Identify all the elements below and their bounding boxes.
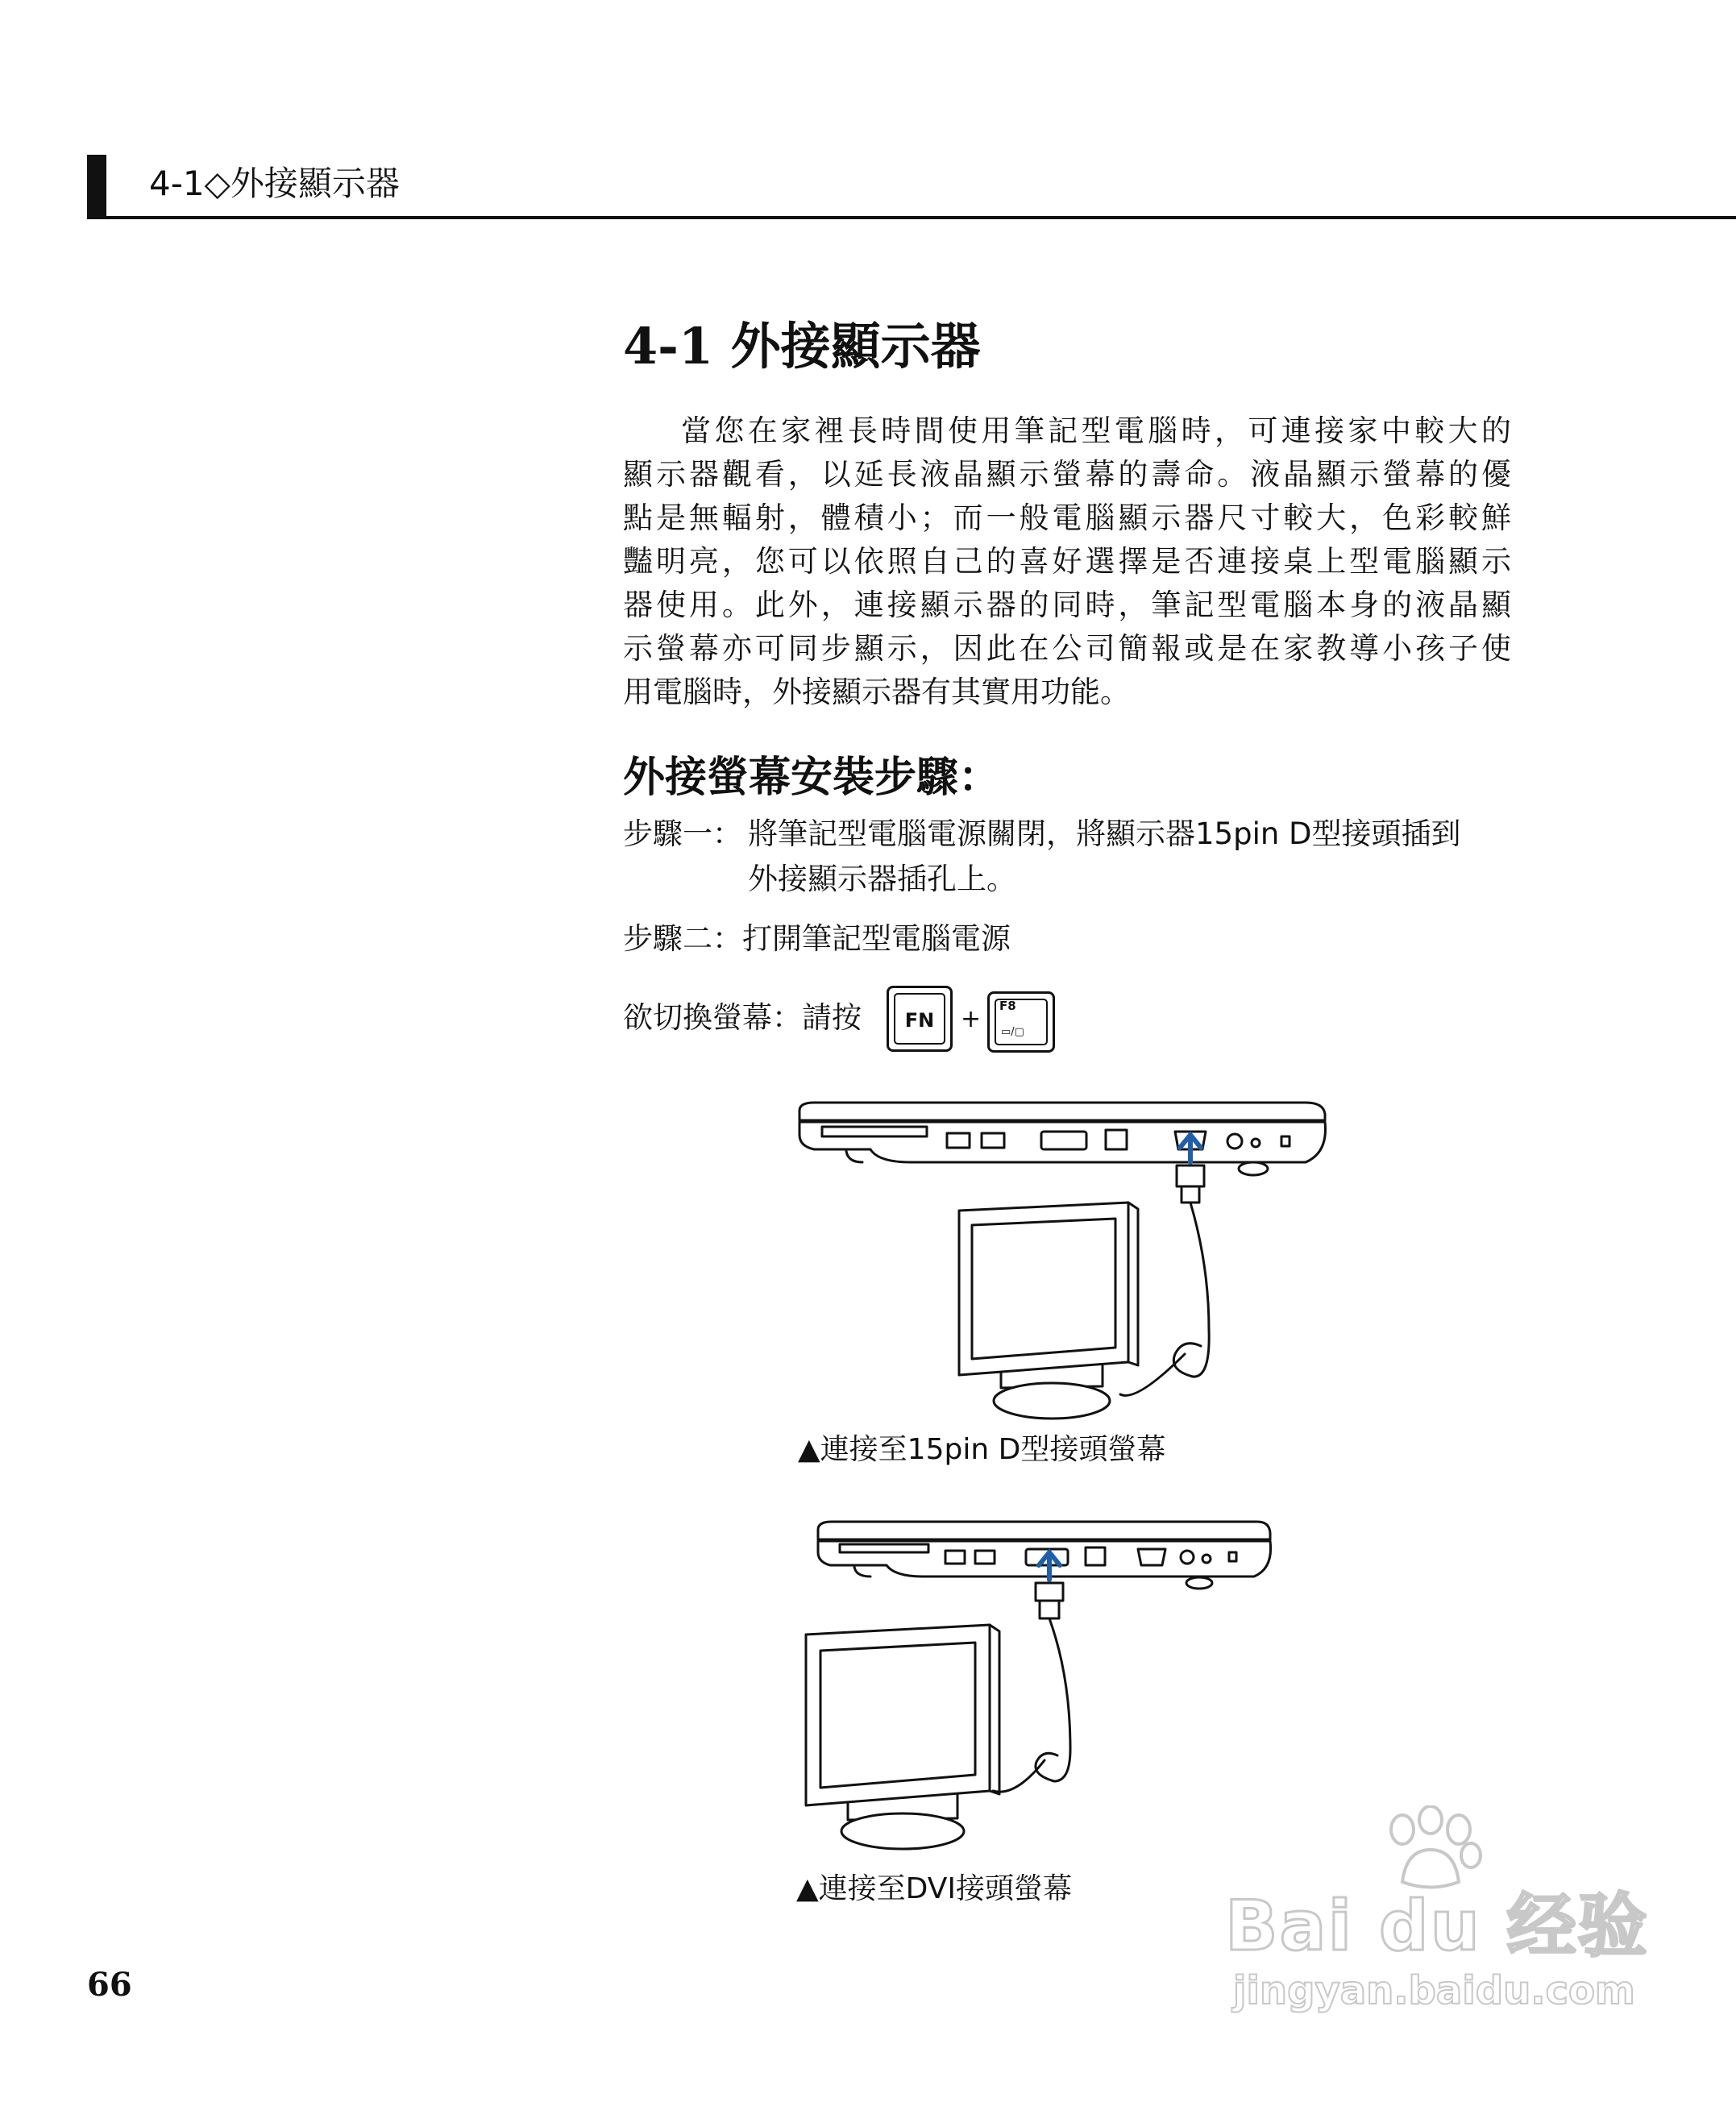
- figure2-caption: ▲連接至DVI接頭螢幕: [796, 1872, 1073, 1905]
- header-marker-bar: [87, 155, 106, 219]
- plus-sign: +: [961, 1005, 982, 1033]
- paragraph-line: 點是無輻射，體積小；而一般電腦顯示器尺寸較大，色彩較鮮: [623, 501, 1511, 535]
- f8-key-icon: [987, 991, 1055, 1053]
- vga-connection-illustration: [790, 1088, 1338, 1427]
- paragraph-line: 豔明亮，您可以依照自己的喜好選擇是否連接桌上型電腦顯示: [623, 544, 1511, 579]
- page-number: 66: [87, 1966, 132, 2004]
- paragraph-line: 用電腦時，外接顯示器有其實用功能。: [623, 675, 1130, 709]
- steps-heading: 外接螢幕安裝步驟：: [623, 753, 1001, 802]
- fn-key-icon: [887, 986, 953, 1052]
- f8-key-label: F8: [999, 999, 1016, 1013]
- running-header: 4-1◇外接顯示器: [149, 164, 400, 203]
- switch-instruction: 欲切換螢幕：請按: [623, 1000, 862, 1035]
- step1-label: 步驟一：: [623, 816, 742, 851]
- step1-text-line1: 將筆記型電腦電源關閉，將顯示器15pin D型接頭插到: [748, 816, 1461, 851]
- step2-text: 步驟二：打開筆記型電腦電源: [623, 921, 1011, 956]
- paragraph-line: 示螢幕亦可同步顯示，因此在公司簡報或是在家教導小孩子使: [623, 631, 1511, 666]
- fn-key-label: FN: [904, 1009, 935, 1032]
- paragraph-line: 當您在家裡長時間使用筆記型電腦時，可連接家中較大的: [681, 413, 1511, 448]
- figure1-caption: ▲連接至15pin D型接頭螢幕: [798, 1433, 1166, 1466]
- section-title: 4-1 外接顯示器: [623, 317, 981, 376]
- f8-key-sublabel: ▭/▢: [1001, 1026, 1024, 1038]
- paw-logo-icon: [1370, 1805, 1491, 1894]
- dvi-connection-illustration: [774, 1515, 1273, 1854]
- watermark-url: jingyan.baidu.com: [1233, 1968, 1635, 2013]
- watermark-brand: Bai du 经验: [1225, 1886, 1649, 1967]
- header-rule: [87, 216, 1736, 219]
- paragraph-line: 顯示器觀看，以延長液晶顯示螢幕的壽命。液晶顯示螢幕的優: [623, 457, 1511, 492]
- step1-text-line2: 外接顯示器插孔上。: [748, 862, 1016, 896]
- paragraph-line: 器使用。此外，連接顯示器的同時，筆記型電腦本身的液晶顯: [623, 588, 1511, 622]
